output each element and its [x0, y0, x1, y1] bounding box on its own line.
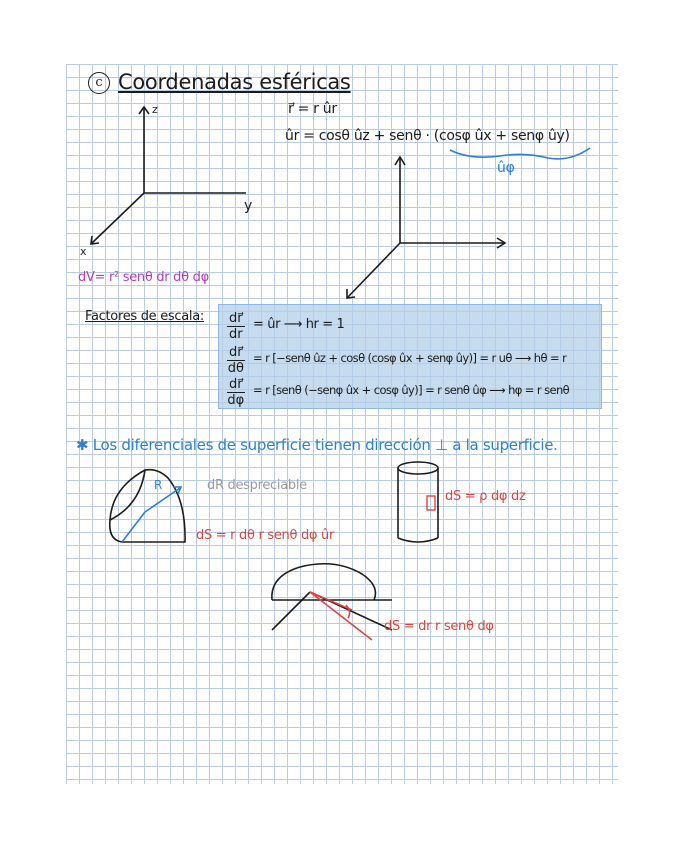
large-axes-diagram	[347, 157, 505, 298]
small-x-label: x	[80, 245, 87, 258]
fraction-denominator: dr	[229, 327, 243, 342]
small-y-label: y	[244, 198, 252, 214]
scale-factors-box	[218, 304, 602, 409]
sphere-radius-line	[145, 488, 180, 512]
cap-surface-element: dS = dr r senθ dφ	[384, 619, 494, 634]
scale-row-2-equation: = r [−senθ ûz + cosθ (cosφ ûx + senφ ûy)] = r uθ ⟶ hθ = r	[253, 351, 567, 365]
small-axes-diagram	[91, 107, 246, 244]
small-z-label: z	[152, 103, 158, 116]
scale-row-2-fraction	[227, 345, 245, 376]
fraction-numerator: dr⃗	[229, 311, 243, 326]
sphere-octant-diagram	[110, 470, 185, 542]
scale-row-1-fraction	[227, 311, 245, 342]
position-vector-equation: r⃗ = r ûr	[288, 101, 337, 117]
copyright-icon: c	[88, 72, 110, 94]
negligible-dr-note: dR despreciable	[207, 478, 307, 493]
scale-factors-label: Factores de escala:	[85, 309, 204, 324]
surface-differentials-note: ✱ Los diferenciales de superficie tienen dirección ⊥ a la superficie.	[76, 436, 558, 454]
page-title: Coordenadas esféricas	[118, 70, 351, 94]
scale-row-3-equation: = r [senθ (−senφ ûx + cosφ ûy)] = r senθ ûφ ⟶ hφ = r senθ	[253, 383, 570, 397]
large-x-axis	[348, 243, 400, 297]
fraction-numerator: dr⃗	[229, 345, 243, 360]
cylinder-area-element	[427, 496, 435, 510]
small-x-axis	[92, 193, 144, 243]
cylinder-surface-element: dS = ρ dφ dz	[445, 489, 526, 504]
volume-element: dV= r² senθ dr dθ dφ	[78, 270, 209, 285]
sphere-radius-lower	[122, 512, 145, 542]
cylinder-diagram	[398, 462, 438, 542]
fraction-numerator: dr⃗	[229, 377, 243, 392]
sphere-surface-element: dS = r dθ r senθ dφ ûr	[196, 528, 334, 543]
sphere-radius-label: R	[154, 478, 163, 492]
unit-vector-phi-label: ûφ	[497, 160, 515, 176]
fraction-denominator: dθ	[227, 361, 244, 376]
scale-row-3-fraction	[227, 377, 245, 408]
unit-vector-r-equation: ûr = cosθ ûz + senθ · (cosφ ûx + senφ ûy)	[285, 128, 570, 144]
scale-row-1-equation: = ûr ⟶ hr = 1	[253, 317, 345, 332]
spherical-cap-diagram	[272, 564, 392, 640]
uphi-brace	[450, 148, 590, 159]
fraction-denominator: dφ	[227, 393, 245, 408]
